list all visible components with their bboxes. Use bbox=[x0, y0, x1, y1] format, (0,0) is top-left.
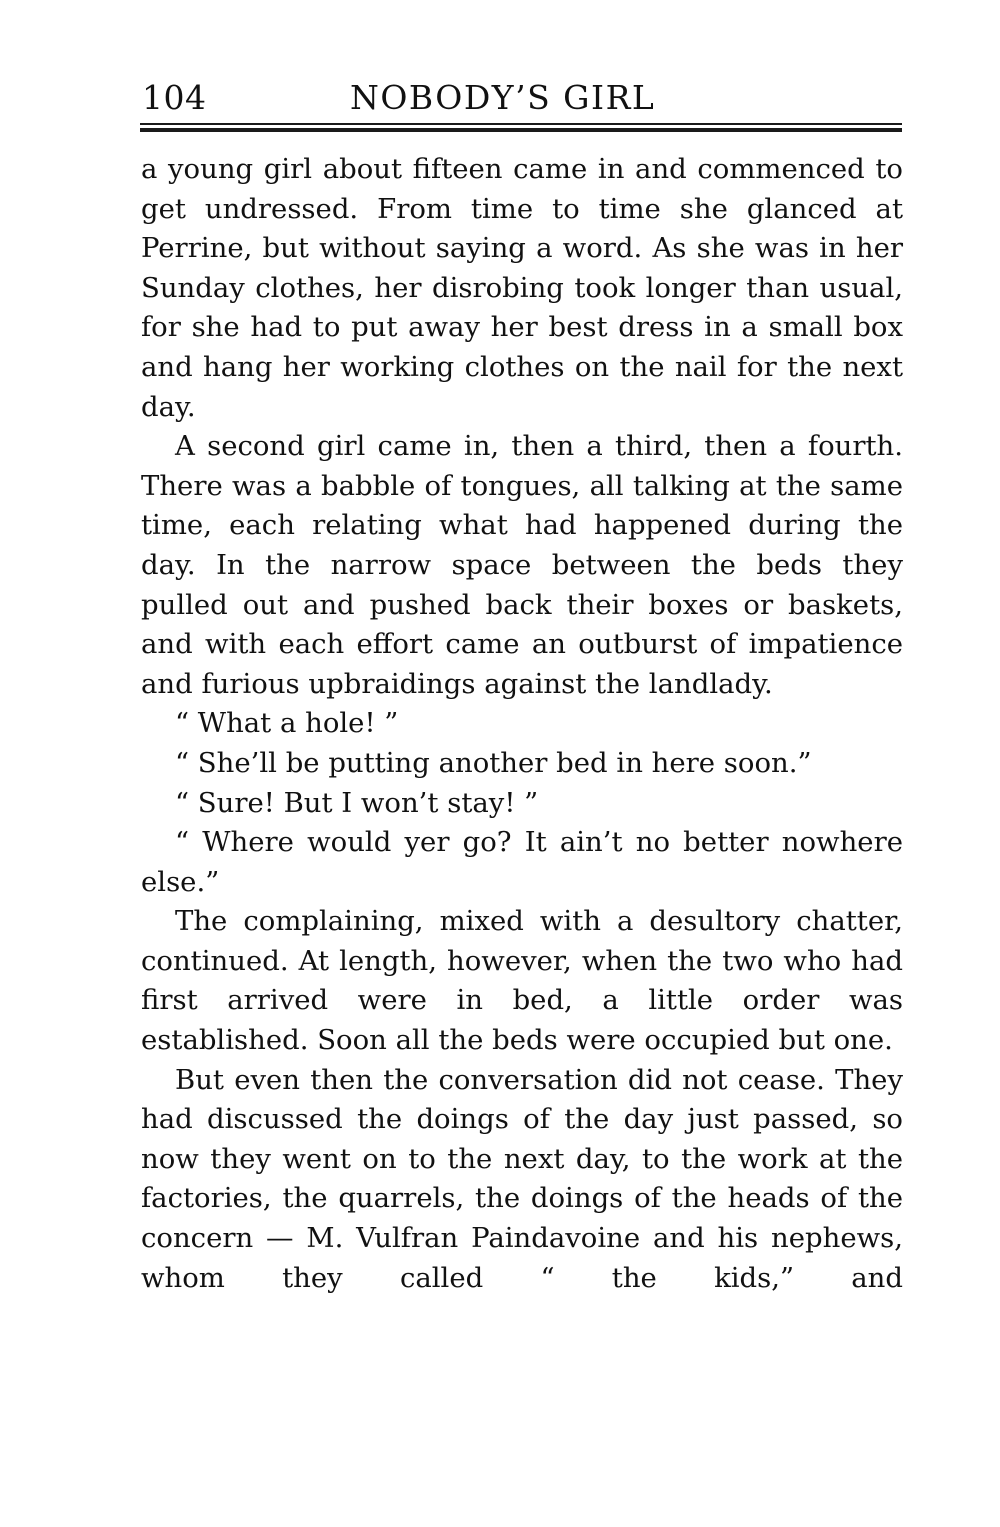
paragraph: The complaining, mixed with a desultory chatter, continued. At length, however, when the two who had first arrived were in bed, a little order was established. Soon all the beds were occupied but one. bbox=[141, 905, 903, 1057]
paragraph-continued: a young girl about fifteen came in and commenced to get undressed. From time to time she glanced at Perrine, but without saying a word. As she was in her Sunday clothes, her disrobing took longer than usual, for she had to put away her best dress in a small box and hang her working clothes on the nail for the next day. bbox=[141, 153, 903, 423]
page-header bbox=[140, 72, 902, 122]
dialogue-line: “ What a hole! ” bbox=[175, 707, 399, 740]
dialogue-line: “ She’ll be putting another bed in here soon.” bbox=[175, 746, 812, 779]
paragraph: A second girl came in, then a third, then a fourth. There was a babble of tongues, all talking at the same time, each relating what had happened during the day. In the narrow space between the beds they pulled out and pushed back their boxes or baskets, and with each effort came an outburst of impatience and furious upbraidings against the landlady. bbox=[141, 430, 903, 700]
header-rule bbox=[140, 123, 902, 133]
header-rule-thin bbox=[140, 123, 902, 125]
dialogue-line: “ Where would yer go? It ain’t no better nowhere else.” bbox=[141, 826, 903, 898]
running-title: NOBODY’S GIRL bbox=[350, 78, 656, 117]
body-text bbox=[141, 150, 903, 1298]
header-rule-thick bbox=[140, 128, 902, 132]
page-number: 104 bbox=[142, 78, 207, 117]
dialogue-line: “ Sure! But I won’t stay! ” bbox=[175, 786, 539, 819]
paragraph: But even then the conversation did not cease. They had discussed the doings of the day just passed, so now they went on to the next day, to the work at the factories, the quarrels, the doings of the heads of the concern — M. Vulfran Paindavoine and his nephews, whom they called “ the kids,” and bbox=[141, 1063, 903, 1294]
